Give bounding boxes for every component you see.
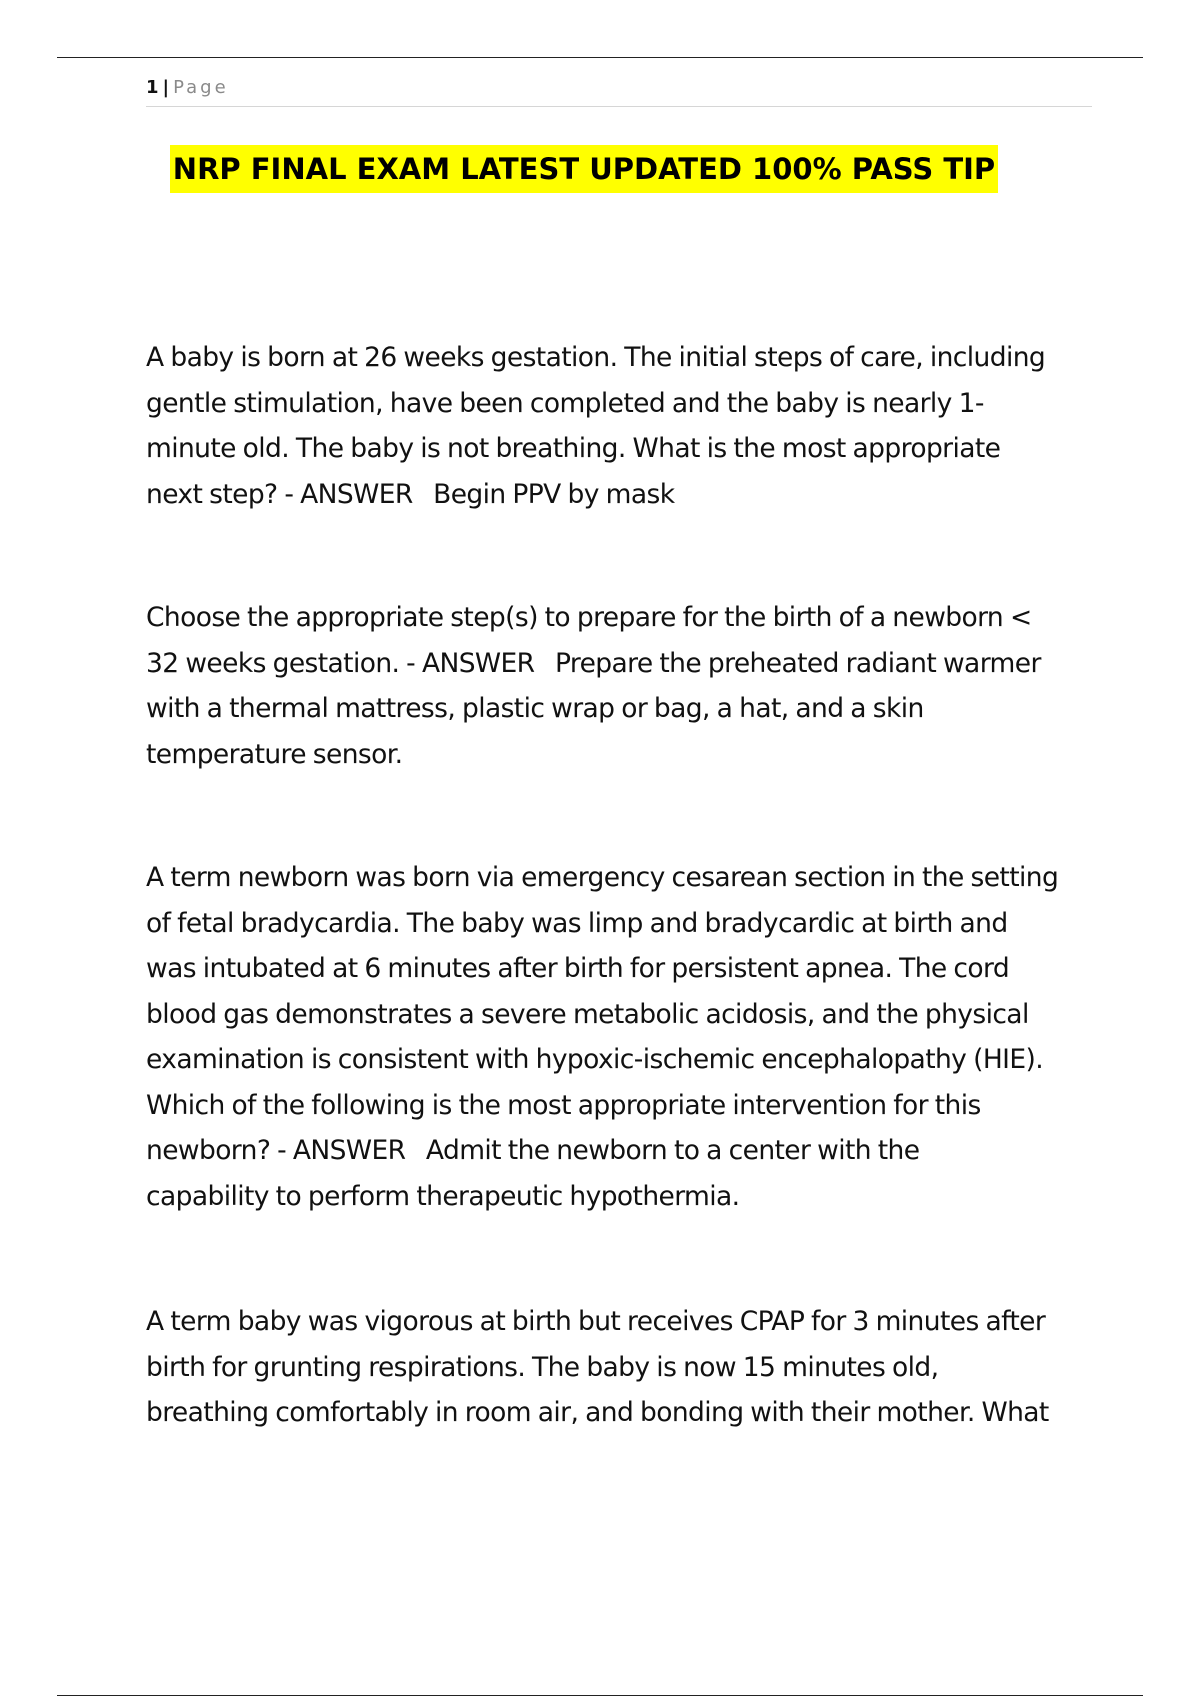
- qa-item-3: A term newborn was born via emergency cesarean section in the setting of fetal bradycardia. The baby was limp and bradycardic at birth and was intubated at 6 minutes after birth for persistent apnea. The cord blood gas demonstrates a severe metabolic acidosis, and the physical examination is consistent with hypoxic-ischemic encephalopathy (HIE). Which of the following is the most appropriate intervention for this newborn? - ANSWER Admit the newborn to a center with the capability to perform therapeutic hypothermia.: [146, 862, 1059, 1212]
- document-title: NRP FINAL EXAM LATEST UPDATED 100% PASS TIP: [170, 145, 998, 193]
- page-separator: |: [162, 77, 170, 98]
- page-header: [146, 74, 1092, 107]
- bottom-rule: [57, 1695, 1143, 1696]
- qa-item-4: A term baby was vigorous at birth but receives CPAP for 3 minutes after birth for grunting respirations. The baby is now 15 minutes old, breathing comfortably in room air, and bonding with their mother. What: [146, 1306, 1049, 1428]
- page-label: Page: [173, 77, 229, 98]
- qa-item-2: Choose the appropriate step(s) to prepare for the birth of a newborn < 32 weeks gestation. - ANSWER Prepare the preheated radiant warmer with a thermal mattress, plastic wrap or bag, a hat, and a skin temperature sensor.: [146, 602, 1041, 770]
- page-number: 1: [146, 77, 159, 98]
- qa-item-1: A baby is born at 26 weeks gestation. The initial steps of care, including gentle stimulation, have been completed and the baby is nearly 1- minute old. The baby is not breathing. What is the most appropriate next step? - ANSWER Begin PPV by mask: [146, 342, 1046, 510]
- title-container: [0, 145, 1200, 193]
- top-rule: [57, 57, 1143, 58]
